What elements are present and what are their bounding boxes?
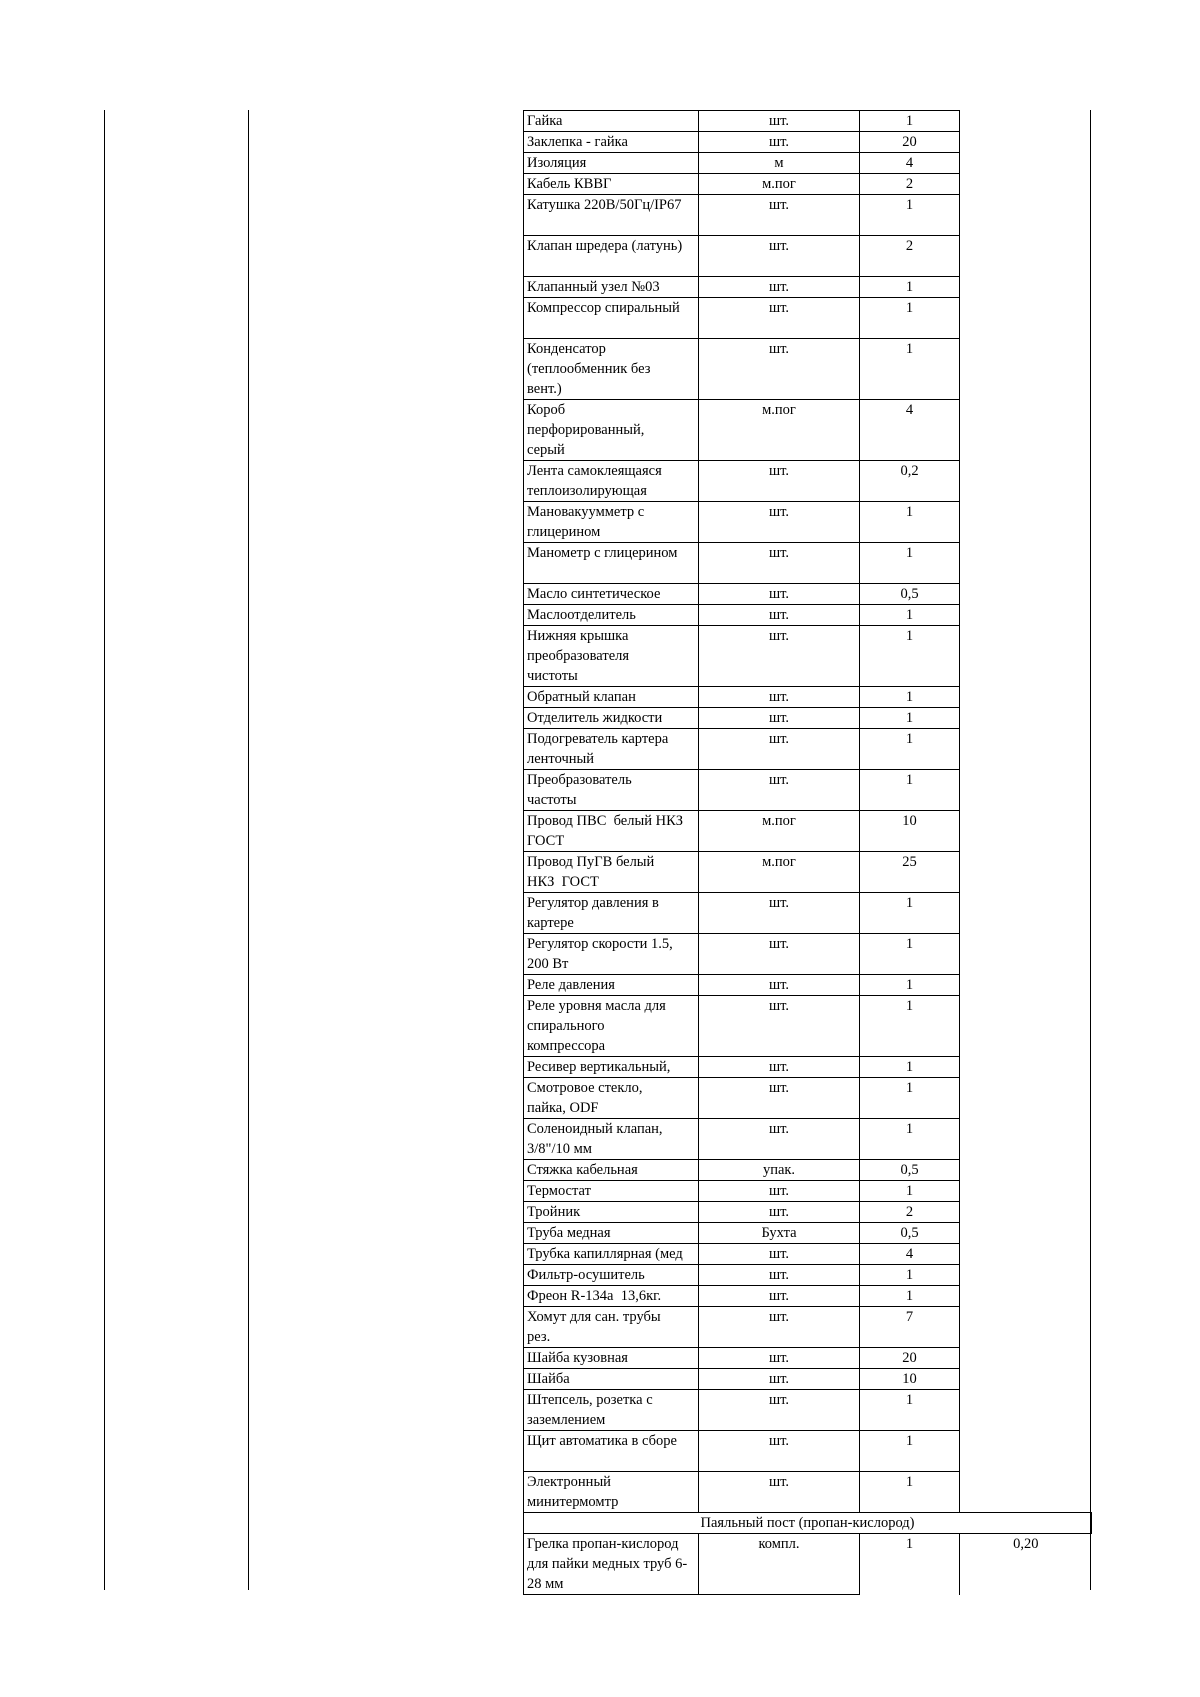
item-name: Грелка пропан-кислород для пайки медных труб 6- 28 мм — [524, 1534, 699, 1595]
item-unit: шт. — [699, 1202, 860, 1223]
table-row — [524, 996, 1092, 1057]
item-unit: шт. — [699, 236, 860, 277]
item-unit: шт. — [699, 339, 860, 400]
item-name: Шайба кузовная — [524, 1348, 699, 1369]
item-empty-cell — [960, 605, 1092, 626]
item-empty-cell — [960, 811, 1092, 852]
table-row — [524, 153, 1092, 174]
item-qty: 10 — [860, 1369, 960, 1390]
item-empty-cell — [960, 1181, 1092, 1202]
item-unit: шт. — [699, 605, 860, 626]
item-name: Фильтр-осушитель — [524, 1265, 699, 1286]
item-empty-cell — [960, 852, 1092, 893]
item-empty-cell — [960, 1286, 1092, 1307]
table-row — [524, 1472, 1092, 1513]
item-name: Трубка капиллярная (мед — [524, 1244, 699, 1265]
item-unit: шт. — [699, 1244, 860, 1265]
item-unit: м — [699, 153, 860, 174]
item-qty: 20 — [860, 1348, 960, 1369]
table-row — [524, 893, 1092, 934]
item-empty-cell — [960, 770, 1092, 811]
item-unit: шт. — [699, 1390, 860, 1431]
item-qty: 1 — [860, 1390, 960, 1431]
item-unit: шт. — [699, 770, 860, 811]
item-name: Провод ПВС белый НКЗ ГОСТ — [524, 811, 699, 852]
table-row — [524, 111, 1092, 132]
materials-table — [523, 110, 1092, 1595]
table-row — [524, 1348, 1092, 1369]
item-qty: 1 — [860, 1181, 960, 1202]
table-row — [524, 729, 1092, 770]
table-row — [524, 1431, 1092, 1472]
item-name: Преобразователь частоты — [524, 770, 699, 811]
item-empty-cell — [960, 174, 1092, 195]
item-qty: 1 — [860, 687, 960, 708]
item-name: Ресивер вертикальный, — [524, 1057, 699, 1078]
item-empty-cell — [960, 1223, 1092, 1244]
item-qty: 1 — [860, 502, 960, 543]
item-name: Реле уровня масла для спирального компрессора — [524, 996, 699, 1057]
item-name: Реле давления — [524, 975, 699, 996]
materials-table-body — [524, 111, 1092, 1595]
table-row — [524, 502, 1092, 543]
item-name: Кабель КВВГ — [524, 174, 699, 195]
item-qty: 4 — [860, 1244, 960, 1265]
table-row — [524, 132, 1092, 153]
item-empty-cell — [960, 708, 1092, 729]
item-name: Регулятор скорости 1.5, 200 Вт — [524, 934, 699, 975]
item-qty: 0,5 — [860, 1223, 960, 1244]
item-unit: м.пог — [699, 852, 860, 893]
item-name: Манометр с глицерином — [524, 543, 699, 584]
item-empty-cell — [960, 502, 1092, 543]
item-empty-cell — [960, 1244, 1092, 1265]
item-qty: 1 — [860, 1534, 960, 1595]
left-border-line — [104, 110, 105, 1590]
item-empty-cell — [960, 1119, 1092, 1160]
item-name: Штепсель, розетка с заземлением — [524, 1390, 699, 1431]
item-unit: шт. — [699, 893, 860, 934]
item-qty: 1 — [860, 1119, 960, 1160]
item-unit: м.пог — [699, 174, 860, 195]
item-unit: шт. — [699, 626, 860, 687]
item-unit: шт. — [699, 1265, 860, 1286]
item-unit: шт. — [699, 687, 860, 708]
table-row — [524, 236, 1092, 277]
item-unit: компл. — [699, 1534, 860, 1595]
item-unit: шт. — [699, 1348, 860, 1369]
item-qty: 4 — [860, 400, 960, 461]
item-unit: шт. — [699, 996, 860, 1057]
item-qty: 1 — [860, 1057, 960, 1078]
item-name: Обратный клапан — [524, 687, 699, 708]
item-unit: шт. — [699, 584, 860, 605]
item-unit: шт. — [699, 461, 860, 502]
item-name: Конденсатор (теплообменник без вент.) — [524, 339, 699, 400]
item-name: Катушка 220В/50Гц/IP67 — [524, 195, 699, 236]
item-unit: шт. — [699, 111, 860, 132]
item-qty: 2 — [860, 236, 960, 277]
table-row — [524, 811, 1092, 852]
table-row — [524, 1265, 1092, 1286]
item-unit: шт. — [699, 708, 860, 729]
item-unit: шт. — [699, 975, 860, 996]
item-unit: шт. — [699, 729, 860, 770]
item-name: Стяжка кабельная — [524, 1160, 699, 1181]
item-name: Изоляция — [524, 153, 699, 174]
table-row — [524, 339, 1092, 400]
item-unit: шт. — [699, 1369, 860, 1390]
item-name: Отделитель жидкости — [524, 708, 699, 729]
table-row — [524, 1369, 1092, 1390]
table-row — [524, 1286, 1092, 1307]
item-empty-cell — [960, 1369, 1092, 1390]
item-empty-cell — [960, 934, 1092, 975]
item-name: Термостат — [524, 1181, 699, 1202]
table-row — [524, 687, 1092, 708]
item-unit: шт. — [699, 1119, 860, 1160]
item-unit: шт. — [699, 934, 860, 975]
item-unit: шт. — [699, 298, 860, 339]
item-unit: м.пог — [699, 811, 860, 852]
item-name: Нижняя крышка преобразователя чистоты — [524, 626, 699, 687]
item-empty-cell — [960, 1348, 1092, 1369]
item-qty: 7 — [860, 1307, 960, 1348]
item-empty-cell — [960, 729, 1092, 770]
table-row — [524, 626, 1092, 687]
table-row — [524, 934, 1092, 975]
item-qty: 10 — [860, 811, 960, 852]
item-empty-cell — [960, 1078, 1092, 1119]
item-empty-cell — [960, 153, 1092, 174]
item-name: Компрессор спиральный — [524, 298, 699, 339]
table-row — [524, 1181, 1092, 1202]
item-qty: 25 — [860, 852, 960, 893]
item-name: Тройник — [524, 1202, 699, 1223]
item-unit: шт. — [699, 132, 860, 153]
item-name: Соленоидный клапан, 3/8"/10 мм — [524, 1119, 699, 1160]
item-value: 0,20 — [960, 1534, 1092, 1595]
item-empty-cell — [960, 195, 1092, 236]
item-empty-cell — [960, 1431, 1092, 1472]
item-empty-cell — [960, 461, 1092, 502]
table-row — [524, 1223, 1092, 1244]
item-empty-cell — [960, 626, 1092, 687]
item-qty: 1 — [860, 298, 960, 339]
item-empty-cell — [960, 1307, 1092, 1348]
item-name: Шайба — [524, 1369, 699, 1390]
item-unit: шт. — [699, 502, 860, 543]
item-unit: шт. — [699, 277, 860, 298]
item-qty: 1 — [860, 1078, 960, 1119]
table-row — [524, 1119, 1092, 1160]
item-name: Лента самоклеящаяся теплоизолирующая — [524, 461, 699, 502]
item-unit: шт. — [699, 195, 860, 236]
item-empty-cell — [960, 687, 1092, 708]
item-qty: 0,5 — [860, 584, 960, 605]
item-name: Маслоотделитель — [524, 605, 699, 626]
item-name: Подогреватель картера ленточный — [524, 729, 699, 770]
item-unit: шт. — [699, 1078, 860, 1119]
item-name: Провод ПуГВ белый НКЗ ГОСТ — [524, 852, 699, 893]
item-name: Клапан шредера (латунь) — [524, 236, 699, 277]
section-header-row — [524, 1513, 1092, 1534]
table-row — [524, 605, 1092, 626]
item-unit: м.пог — [699, 400, 860, 461]
item-unit: шт. — [699, 1181, 860, 1202]
item-name: Клапанный узел №03 — [524, 277, 699, 298]
item-qty: 1 — [860, 996, 960, 1057]
item-name: Щит автоматика в сборе — [524, 1431, 699, 1472]
item-qty: 1 — [860, 605, 960, 626]
table-row — [524, 1160, 1092, 1181]
item-qty: 4 — [860, 153, 960, 174]
item-qty: 1 — [860, 543, 960, 584]
item-name: Регулятор давления в картере — [524, 893, 699, 934]
table-row — [524, 174, 1092, 195]
item-name: Гайка — [524, 111, 699, 132]
item-empty-cell — [960, 236, 1092, 277]
item-name: Смотровое стекло, пайка, ODF — [524, 1078, 699, 1119]
item-unit: шт. — [699, 543, 860, 584]
table-row — [524, 1390, 1092, 1431]
item-qty: 2 — [860, 174, 960, 195]
item-unit: шт. — [699, 1286, 860, 1307]
item-unit: шт. — [699, 1472, 860, 1513]
table-row — [524, 298, 1092, 339]
item-unit: шт. — [699, 1431, 860, 1472]
item-qty: 1 — [860, 975, 960, 996]
table-row — [524, 584, 1092, 605]
item-qty: 1 — [860, 729, 960, 770]
item-qty: 1 — [860, 1265, 960, 1286]
item-name: Труба медная — [524, 1223, 699, 1244]
item-qty: 1 — [860, 339, 960, 400]
item-empty-cell — [960, 893, 1092, 934]
item-unit: Бухта — [699, 1223, 860, 1244]
item-qty: 1 — [860, 111, 960, 132]
table-row — [524, 1057, 1092, 1078]
item-qty: 1 — [860, 770, 960, 811]
item-qty: 1 — [860, 1286, 960, 1307]
item-name: Заклепка - гайка — [524, 132, 699, 153]
item-empty-cell — [960, 1160, 1092, 1181]
table-row — [524, 1244, 1092, 1265]
item-empty-cell — [960, 1265, 1092, 1286]
item-empty-cell — [960, 1390, 1092, 1431]
item-name: Масло синтетическое — [524, 584, 699, 605]
table-row — [524, 708, 1092, 729]
item-qty: 1 — [860, 893, 960, 934]
table-row — [524, 1202, 1092, 1223]
table-row — [524, 195, 1092, 236]
item-name: Мановакуумметр с глицерином — [524, 502, 699, 543]
table-row — [524, 975, 1092, 996]
item-qty: 1 — [860, 708, 960, 729]
item-unit: шт. — [699, 1057, 860, 1078]
item-empty-cell — [960, 298, 1092, 339]
item-unit: шт. — [699, 1307, 860, 1348]
item-qty: 2 — [860, 1202, 960, 1223]
item-empty-cell — [960, 277, 1092, 298]
item-empty-cell — [960, 1057, 1092, 1078]
item-empty-cell — [960, 111, 1092, 132]
table-row — [524, 852, 1092, 893]
item-qty: 0,2 — [860, 461, 960, 502]
item-qty: 1 — [860, 934, 960, 975]
item-name: Короб перфорированный, серый — [524, 400, 699, 461]
second-border-line — [248, 110, 249, 1590]
table-row — [524, 461, 1092, 502]
item-unit: упак. — [699, 1160, 860, 1181]
table-row — [524, 543, 1092, 584]
item-qty: 1 — [860, 1431, 960, 1472]
item-empty-cell — [960, 543, 1092, 584]
item-empty-cell — [960, 132, 1092, 153]
item-empty-cell — [960, 400, 1092, 461]
table-row — [524, 770, 1092, 811]
item-empty-cell — [960, 1472, 1092, 1513]
item-empty-cell — [960, 996, 1092, 1057]
item-name: Фреон R-134a 13,6кг. — [524, 1286, 699, 1307]
item-qty: 1 — [860, 277, 960, 298]
item-empty-cell — [960, 584, 1092, 605]
item-qty: 1 — [860, 1472, 960, 1513]
item-empty-cell — [960, 339, 1092, 400]
table-row — [524, 1307, 1092, 1348]
item-qty: 1 — [860, 195, 960, 236]
table-row — [524, 277, 1092, 298]
item-qty: 0,5 — [860, 1160, 960, 1181]
section-title: Паяльный пост (пропан-кислород) — [524, 1513, 1092, 1534]
item-name: Хомут для сан. трубы рез. — [524, 1307, 699, 1348]
item-qty: 20 — [860, 132, 960, 153]
table-row — [524, 1534, 1092, 1595]
item-qty: 1 — [860, 626, 960, 687]
item-empty-cell — [960, 975, 1092, 996]
table-row — [524, 1078, 1092, 1119]
item-empty-cell — [960, 1202, 1092, 1223]
table-row — [524, 400, 1092, 461]
item-name: Электронный минитермомтр — [524, 1472, 699, 1513]
